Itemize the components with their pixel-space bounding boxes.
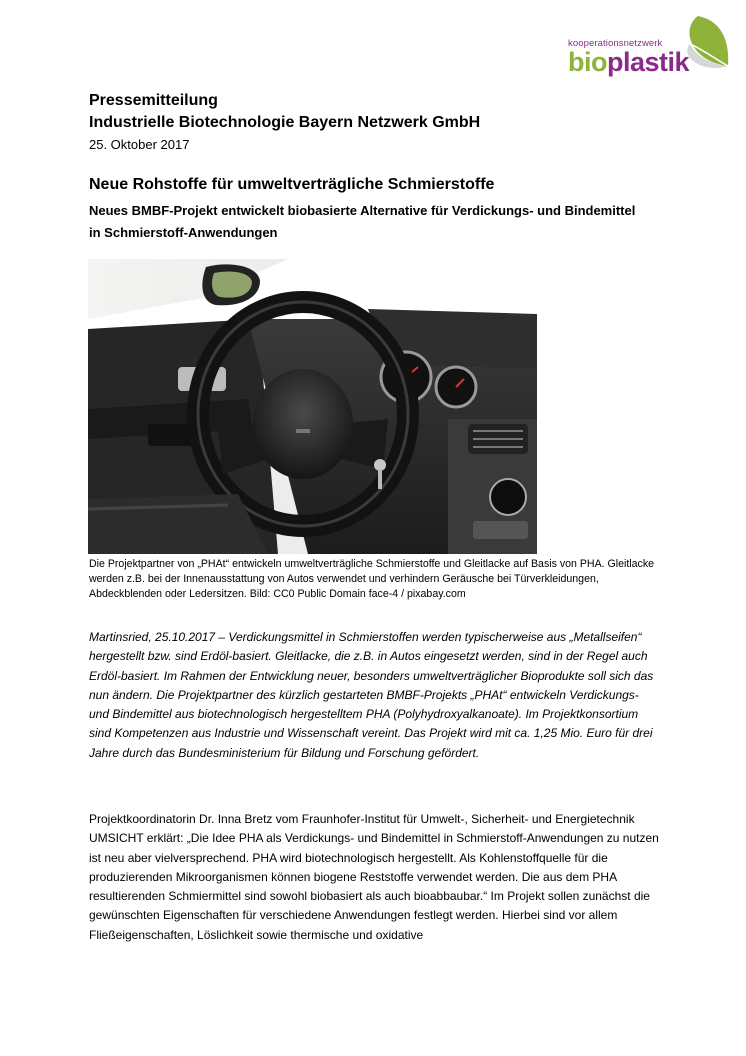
article-subtitle: Neues BMBF-Projekt entwickelt biobasierte Alternative für Verdickungs- und Bindemittel in Schmierstoff-Anwendungen <box>89 203 636 240</box>
article-title: Neue Rohstoffe für umweltverträgliche Schmierstoffe <box>89 176 495 193</box>
car-interior-photo <box>88 259 537 554</box>
logo-wordmark <box>568 47 689 77</box>
header-line1: Pressemitteilung <box>89 92 218 109</box>
logo-plastik: plastik <box>607 47 690 77</box>
body-paragraph <box>89 810 659 945</box>
header-line2: Industrielle Biotechnologie Bayern Netzwerk GmbH <box>89 114 481 131</box>
lead-text: Martinsried, 25.10.2017 – Verdickungsmittel in Schmierstoffen werden typischerweise aus „Metallseifen“ hergestellt bzw. sind Erdöl-basiert. Gleitlacke, die z.B. in Autos eingesetzt werden, sind in der Regel auch Erdöl-basiert. Im Rahmen der Entwicklung neuer, besonders umweltverträglicher Bioprodukte soll sich das nun ändern. Die Projektpartner des kürzlich gestarteten BMBF-Projekts „PHAt“ entwickeln Verdickungs- und Bindemittel aus biotechnologisch hergestelltem PHA (Polyhydroxyalkanoate). Im Projektkonsortium sind Kompetenzen aus Industrie und Wissenschaft vereint. Das Projekt wird mit ca. 1,25 Mio. Euro für drei Jahre durch das Bundesministerium für Bildung und Forschung gefördert. <box>89 630 654 760</box>
header-date: 25. Oktober 2017 <box>89 137 190 152</box>
logo-small-text: kooperationsnetzwerk <box>568 38 663 49</box>
body-text: Projektkoordinatorin Dr. Inna Bretz vom Fraunhofer-Institut für Umwelt-, Sicherheit- und Energietechnik UMSICHT erklärt: „Die Idee PHA als Verdickungs- und Bindemittel in Schmierstoff-Anwendungen zu nutzen ist neu aber vielversprechend. PHA wird biotechnologisch hergestellt. Als Kohlenstoffquelle für die produzierenden Mikroorganismen können biogene Reststoffe verwendet werden. Die aus dem PHA resultierenden Schmiermittel sind sowohl biobasiert als auch bioabbaubar.“ Im Projekt sollen zunächst die gewünschten Eigenschaften für verschiedene Anwendungen festlegt werden. Hierbei sind vor allem Fließeigenschaften, Löslichkeit sowie thermische und oxidative <box>89 812 659 942</box>
lead-paragraph <box>89 628 659 763</box>
bioplastik-logo <box>560 14 732 80</box>
logo-bio: bio <box>568 47 607 77</box>
photo-caption: Die Projektpartner von „PHAt“ entwickeln umweltverträgliche Schmierstoffe und Gleitlacke auf Basis von PHA. Gleitlacke werden z.B. bei der Innenausstattung von Autos verwendet und verhindern Geräusche bei Türverkleidungen, Abdeckblenden oder Ledersitzen. Bild: CC0 Public Domain face-4 / pixabay.com <box>89 558 655 600</box>
